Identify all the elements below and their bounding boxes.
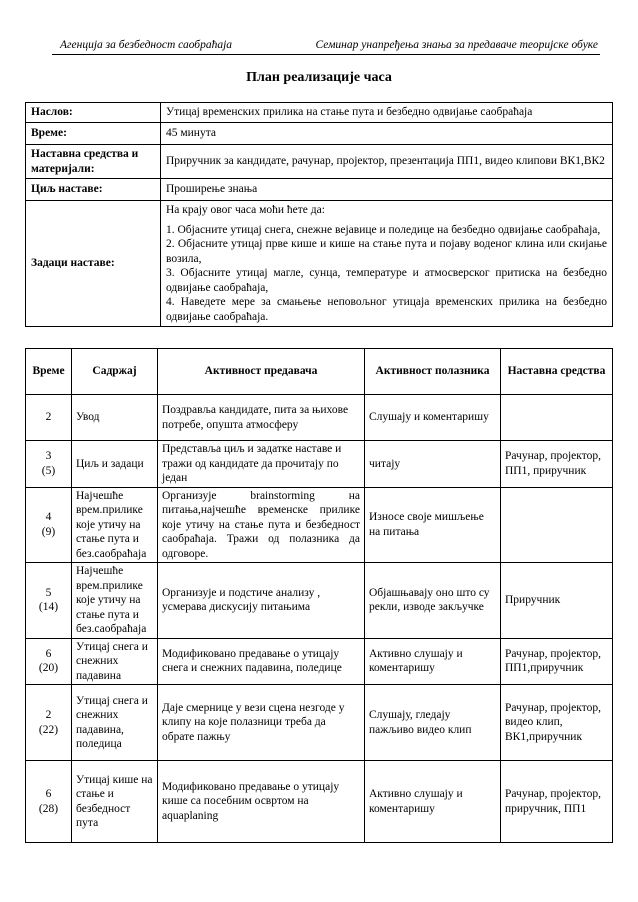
student-cell: Активно слушају и коментаришу — [365, 761, 501, 843]
tasks-intro: На крају овог часа моћи ћете да: — [166, 204, 325, 216]
media-cell: Рачунар, пројектор, ПП1,приручник — [501, 638, 613, 685]
schedule-table — [25, 348, 613, 843]
info-label: Време: — [26, 123, 161, 145]
media-cell: Рачунар, пројектор, видео клип, ВК1,приручник — [501, 685, 613, 761]
info-label: Задаци наставе: — [26, 201, 161, 327]
student-cell: Активно слушају и коментаришу — [365, 638, 501, 685]
table-row — [26, 563, 613, 639]
media-cell: Приручник — [501, 563, 613, 639]
time-cell: 6 (28) — [26, 761, 72, 843]
media-cell: Рачунар, пројектор, приручник, ПП1 — [501, 761, 613, 843]
table-row — [26, 685, 613, 761]
time-cell: 5 (14) — [26, 563, 72, 639]
task-item: 1. Објасните утицај снега, снежне вејавице и поледице на безбедно одвијање саобраћаја, — [166, 223, 601, 236]
content-cell: Утицај снега и снежних падавина, поледица — [72, 685, 158, 761]
student-cell: Износе своје мишљење на питања — [365, 487, 501, 563]
media-cell — [501, 487, 613, 563]
student-cell: Слушају, гледају пажљиво видео клип — [365, 685, 501, 761]
page-header — [52, 38, 600, 55]
table-row — [26, 395, 613, 441]
info-value: Утицај временских прилика на стање пута и безбедно одвијање саобраћаја — [161, 103, 613, 123]
media-cell: Рачунар, пројектор, ПП1, приручник — [501, 441, 613, 488]
col-header-time: Време — [26, 349, 72, 395]
lesson-info-table — [25, 102, 613, 327]
task-item: 3. Објасните утицај магле, сунца, температуре и атмосверског притиска на безбедно одвијање саобраћаја, — [166, 267, 607, 294]
content-cell: Најчешће врем.прилике које утичу на стање пута и без.саобраћаја — [72, 563, 158, 639]
info-row-goal — [26, 179, 613, 201]
teacher-cell: Поздравља кандидате, пита за њихове потребе, опушта атмосферу — [158, 395, 365, 441]
info-row-title — [26, 103, 613, 123]
time-cell: 4 (9) — [26, 487, 72, 563]
info-row-tasks — [26, 201, 613, 327]
info-value: Приручник за кандидате, рачунар, пројектор, презентација ПП1, видео клипови ВК1,ВК2 — [161, 145, 613, 179]
col-header-student: Активност полазника — [365, 349, 501, 395]
tasks-cell — [161, 201, 613, 327]
content-cell: Увод — [72, 395, 158, 441]
student-cell: Слушају и коментаришу — [365, 395, 501, 441]
student-cell: читају — [365, 441, 501, 488]
schedule-header-row — [26, 349, 613, 395]
table-row — [26, 487, 613, 563]
teacher-cell: Представља циљ и задатке наставе и тражи од кандидате да прочитају по један — [158, 441, 365, 488]
content-cell: Најчешће врем.прилике које утичу на стање пута и без.саобраћаја — [72, 487, 158, 563]
col-header-teacher: Активност предавача — [158, 349, 365, 395]
task-item: 4. Наведете мере за смањење неповољног утицаја временских прилика на безбедно одвијање саобраћаја. — [166, 296, 607, 323]
header-agency: Агенција за безбедност саобраћаја — [60, 39, 233, 51]
info-label: Наставна средства и материјали: — [26, 145, 161, 179]
time-cell: 6 (20) — [26, 638, 72, 685]
teacher-cell: Модификовано предавање о утицају кише са посебним освртом на aquaplaning — [158, 761, 365, 843]
teacher-cell: Даје смернице у вези сцена незгоде у клипу на које полазници треба да обрате пажњу — [158, 685, 365, 761]
content-cell: Циљ и задаци — [72, 441, 158, 488]
info-label: Циљ наставе: — [26, 179, 161, 201]
time-cell: 2 — [26, 395, 72, 441]
time-cell: 2 (22) — [26, 685, 72, 761]
info-row-time — [26, 123, 613, 145]
col-header-media: Наставна средства — [501, 349, 613, 395]
header-seminar: Семинар унапређења знања за предаваче теоријске обуке — [315, 39, 598, 51]
content-cell: Утицај снега и снежних падавина — [72, 638, 158, 685]
table-row — [26, 761, 613, 843]
col-header-content: Садржај — [72, 349, 158, 395]
teacher-cell: Организује brainstorming на питања,најчешће временске прилике које утичу на стање пута и безбедност саобраћаја. Тражи од полазника да одговоре. — [158, 487, 365, 563]
student-cell: Објашњавају оно што су рекли, изводе закључке — [365, 563, 501, 639]
table-row — [26, 638, 613, 685]
time-cell: 3 (5) — [26, 441, 72, 488]
info-row-materials — [26, 145, 613, 179]
media-cell — [501, 395, 613, 441]
info-value: 45 минута — [161, 123, 613, 145]
page-title: План реализације часа — [246, 70, 392, 85]
info-value: Проширење знања — [161, 179, 613, 201]
content-cell: Утицај кише на стање и безбедност пута — [72, 761, 158, 843]
task-item: 2. Објасните утицај прве кише и кише на стање пута и појаву воденог клина или скијање возила, — [166, 238, 607, 265]
teacher-cell: Модификовано предавање о утицају снега и снежних падавина, поледице — [158, 638, 365, 685]
table-row — [26, 441, 613, 488]
info-label: Наслов: — [26, 103, 161, 123]
teacher-cell: Организује и подстиче анализу , усмерава дискусију питањима — [158, 563, 365, 639]
